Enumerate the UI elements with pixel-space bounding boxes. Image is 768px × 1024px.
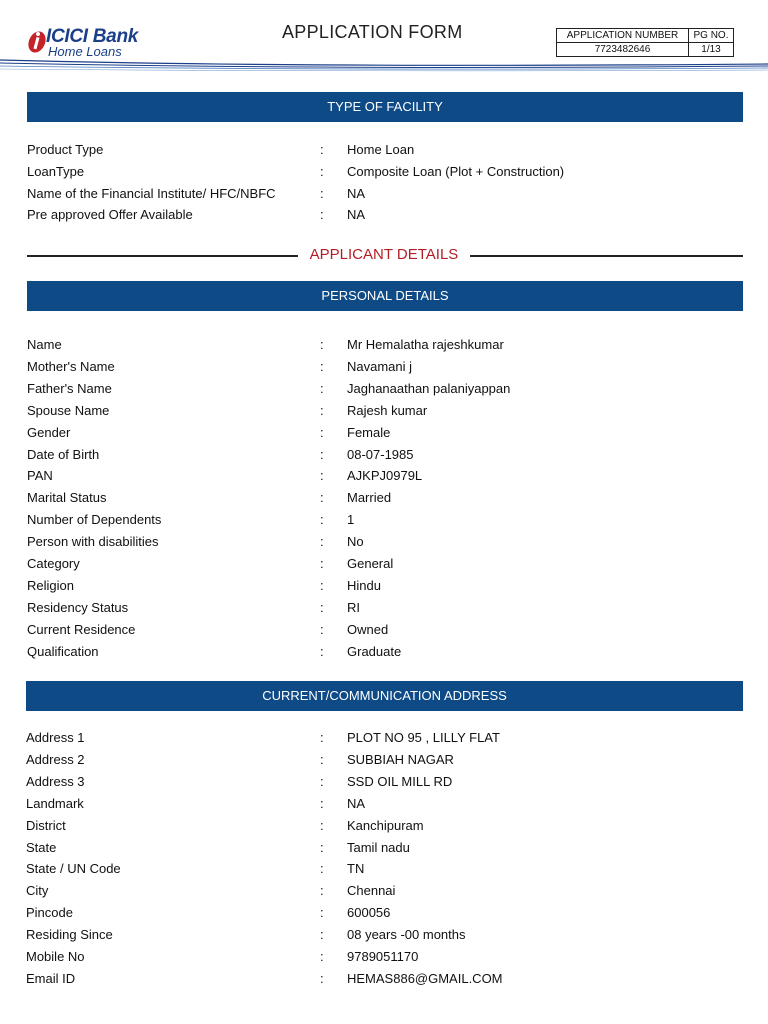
- field-label: Residency Status: [27, 599, 129, 615]
- field-label: Spouse Name: [27, 402, 110, 418]
- field-label: State / UN Code: [26, 861, 121, 877]
- form-row: [0, 644, 768, 664]
- field-label: LoanType: [27, 163, 85, 179]
- form-row: [0, 774, 768, 794]
- type-of-facility-heading: TYPE OF FACILITY: [27, 92, 743, 122]
- address-heading: CURRENT/COMMUNICATION ADDRESS: [26, 681, 743, 711]
- field-label: Mother's Name: [27, 358, 115, 374]
- field-value: Home Loan: [347, 142, 415, 157]
- field-separator: :: [320, 817, 324, 833]
- form-row: [0, 578, 768, 598]
- field-label: Person with disabilities: [27, 534, 159, 550]
- field-label: Gender: [27, 424, 71, 440]
- form-row: [0, 883, 768, 903]
- form-row: [0, 622, 768, 642]
- form-row: [0, 512, 768, 532]
- field-value: 600056: [347, 905, 391, 921]
- applicant-details-title: APPLICANT DETAILS: [309, 246, 459, 263]
- field-label: Landmark: [26, 795, 84, 811]
- field-label: City: [26, 883, 49, 899]
- field-separator: :: [320, 556, 324, 571]
- form-row: [0, 207, 768, 227]
- field-value: Owned: [347, 621, 389, 637]
- field-separator: :: [320, 795, 324, 811]
- form-row: [0, 796, 768, 816]
- form-row: [0, 905, 768, 925]
- form-row: [0, 359, 768, 379]
- field-value: Hindu: [347, 577, 381, 593]
- field-label: Religion: [27, 577, 74, 593]
- field-separator: :: [320, 207, 324, 223]
- field-separator: :: [320, 839, 324, 855]
- field-value: Navamani j: [347, 358, 413, 374]
- field-label: Qualification: [27, 643, 99, 659]
- field-label: Residing Since: [26, 927, 113, 943]
- field-value: 1: [347, 512, 355, 528]
- field-value: AJKPJ0979L: [347, 468, 423, 484]
- field-value: 08-07-1985: [347, 446, 414, 462]
- field-separator: :: [320, 730, 324, 745]
- field-separator: :: [320, 142, 324, 157]
- field-value: 9789051170: [347, 949, 419, 964]
- form-row: [0, 752, 768, 772]
- form-row: [0, 447, 768, 467]
- field-separator: :: [320, 534, 324, 550]
- field-value: TN: [347, 861, 365, 877]
- field-separator: :: [320, 424, 324, 440]
- field-separator: :: [320, 185, 324, 201]
- field-value: NA: [347, 795, 366, 811]
- field-label: PAN: [27, 468, 53, 484]
- field-label: Email ID: [26, 970, 76, 986]
- form-row: [0, 164, 768, 184]
- field-label: Category: [27, 556, 80, 571]
- field-separator: :: [320, 512, 324, 528]
- field-label: Current Residence: [27, 621, 136, 637]
- form-row: [0, 403, 768, 423]
- form-row: [0, 927, 768, 947]
- field-separator: :: [320, 337, 324, 352]
- field-label: Pincode: [26, 905, 73, 921]
- form-row: [0, 730, 768, 750]
- logo-brand-text: ICICI Bank: [46, 26, 139, 47]
- field-label: Address 1: [26, 730, 85, 745]
- field-label: Pre approved Offer Available: [27, 207, 193, 223]
- field-value: Jaghanaathan palaniyappan: [347, 380, 511, 396]
- field-label: Date of Birth: [27, 446, 100, 462]
- form-row: [0, 425, 768, 445]
- field-value: Married: [347, 490, 392, 506]
- form-row: [0, 337, 768, 357]
- field-value: NA: [347, 207, 366, 223]
- form-row: [0, 840, 768, 860]
- field-separator: :: [320, 773, 324, 789]
- field-value: SUBBIAH NAGAR: [347, 751, 454, 767]
- applicant-rule-left: [27, 255, 298, 257]
- field-value: Chennai: [347, 883, 396, 899]
- form-row: [0, 949, 768, 969]
- field-value: Graduate: [347, 643, 402, 659]
- field-label: Name of the Financial Institute/ HFC/NBFC: [27, 185, 276, 201]
- field-separator: :: [320, 490, 324, 506]
- icici-home-loans-logo: [26, 26, 166, 60]
- application-number-label: APPLICATION NUMBER: [557, 29, 689, 43]
- form-row: [0, 490, 768, 510]
- application-number-box: [556, 28, 734, 57]
- field-label: Father's Name: [27, 380, 112, 396]
- field-separator: :: [320, 163, 324, 179]
- field-separator: :: [320, 599, 324, 615]
- field-separator: :: [320, 402, 324, 418]
- field-separator: :: [320, 446, 324, 462]
- page-number-value: 1/13: [689, 43, 734, 57]
- field-value: SSD OIL MILL RD: [347, 773, 453, 789]
- logo-sub-text: Home Loans: [48, 44, 122, 59]
- form-row: [0, 142, 768, 162]
- applicant-rule-right: [470, 255, 743, 257]
- form-row: [0, 468, 768, 488]
- field-value: Composite Loan (Plot + Construction): [347, 163, 565, 179]
- form-row: [0, 534, 768, 554]
- field-separator: :: [320, 883, 324, 899]
- field-value: NA: [347, 185, 366, 201]
- header-divider-lines: [0, 58, 768, 72]
- field-label: State: [26, 839, 57, 855]
- field-separator: :: [320, 751, 324, 767]
- form-row: [0, 556, 768, 576]
- field-separator: :: [320, 380, 324, 396]
- field-separator: :: [320, 577, 324, 593]
- form-row: [0, 381, 768, 401]
- field-separator: :: [320, 970, 324, 986]
- personal-details-heading: PERSONAL DETAILS: [27, 281, 743, 311]
- page-number-label: PG NO.: [689, 29, 734, 43]
- field-separator: :: [320, 927, 324, 943]
- form-title: APPLICATION FORM: [282, 22, 463, 42]
- field-separator: :: [320, 905, 324, 921]
- field-label: Product Type: [27, 142, 104, 157]
- field-value: Female: [347, 424, 391, 440]
- field-label: District: [26, 817, 66, 833]
- field-value: 08 years -00 months: [347, 927, 466, 943]
- form-row: [0, 861, 768, 881]
- field-separator: :: [320, 468, 324, 484]
- application-number-value: 7723482646: [557, 43, 689, 57]
- field-value: Mr Hemalatha rajeshkumar: [347, 337, 504, 352]
- field-label: Address 2: [26, 751, 85, 767]
- form-row: [0, 600, 768, 620]
- field-value: Tamil nadu: [347, 839, 410, 855]
- field-label: Name: [27, 337, 62, 352]
- field-value: RI: [347, 599, 360, 615]
- field-separator: :: [320, 643, 324, 659]
- field-value: HEMAS886@GMAIL.COM: [347, 970, 503, 986]
- field-separator: :: [320, 621, 324, 637]
- field-value: General: [347, 556, 394, 571]
- field-label: Mobile No: [26, 949, 85, 964]
- field-value: Kanchipuram: [347, 817, 424, 833]
- field-label: Address 3: [26, 773, 85, 789]
- form-row: [0, 186, 768, 206]
- field-separator: :: [320, 949, 324, 964]
- icici-logo-mark-icon: [26, 28, 46, 54]
- field-label: Number of Dependents: [27, 512, 162, 528]
- field-separator: :: [320, 861, 324, 877]
- form-row: [0, 818, 768, 838]
- field-label: Marital Status: [27, 490, 107, 506]
- field-value: No: [347, 534, 364, 550]
- field-value: PLOT NO 95 , LILLY FLAT: [347, 730, 500, 745]
- field-value: Rajesh kumar: [347, 402, 428, 418]
- form-row: [0, 971, 768, 991]
- field-separator: :: [320, 358, 324, 374]
